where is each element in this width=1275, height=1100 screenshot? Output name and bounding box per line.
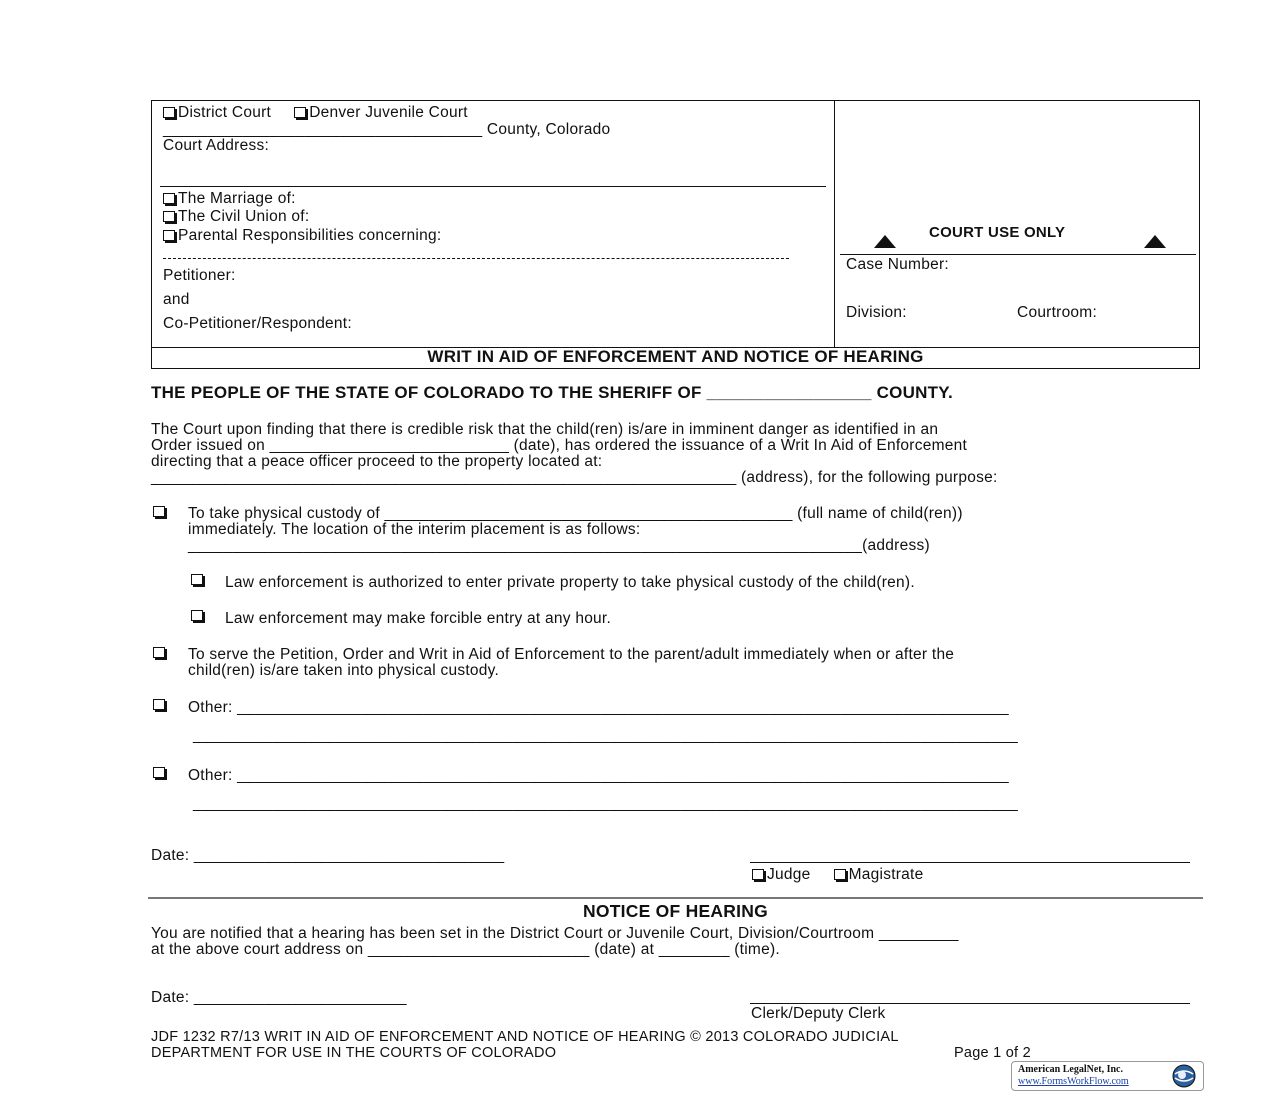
county-line: ____________________________________ County, Colorado: [163, 121, 611, 138]
judge-magistrate-row: [752, 866, 923, 884]
division-label: Division:: [846, 304, 907, 321]
marriage-of-row: [163, 190, 296, 208]
other-1-continuation: _____________________________________________________________________________________________: [193, 727, 1018, 744]
people-heading: THE PEOPLE OF THE STATE OF COLORADO TO THE SHERIFF OF _________________ COUNTY.: [151, 383, 953, 402]
globe-icon: [1170, 1063, 1198, 1089]
clerk-signature-line[interactable]: [750, 1003, 1190, 1004]
custody-line-1: To take physical custody of ______________________________________________ (full name of child(ren)): [188, 505, 963, 522]
case-number-label: Case Number:: [846, 256, 949, 273]
form-title: WRIT IN AID OF ENFORCEMENT AND NOTICE OF HEARING: [427, 347, 924, 366]
parental-resp-checkbox[interactable]: [163, 230, 175, 241]
parental-resp-row: [163, 227, 441, 245]
other-2-continuation: _____________________________________________________________________________________________: [193, 795, 1018, 812]
judge-signature-line[interactable]: [750, 862, 1190, 863]
magistrate-label: Magistrate: [848, 866, 924, 883]
logo-company: American LegalNet, Inc.: [1018, 1064, 1123, 1075]
civil-union-row: [163, 208, 309, 226]
notice-line-1: You are notified that a hearing has been set in the District Court or Juvenile Court, Division/Courtroom _________: [151, 925, 959, 942]
serve-line-1: To serve the Petition, Order and Writ in Aid of Enforcement to the parent/adult immediately when or after the: [188, 646, 955, 663]
up-triangle-icon: [1144, 235, 1166, 248]
serve-checkbox[interactable]: [153, 647, 165, 658]
civil-union-label: The Civil Union of:: [178, 208, 310, 225]
district-court-label: District Court: [178, 104, 272, 121]
petitioner-label: Petitioner:: [163, 267, 236, 284]
american-legalnet-logo[interactable]: [1011, 1061, 1204, 1091]
page-number: Page 1 of 2: [954, 1045, 1031, 1061]
court-address-label: Court Address:: [163, 137, 270, 154]
custody-line-3: ____________________________________________________________________________(address): [188, 537, 930, 554]
intro-line-4: __________________________________________________________________ (address), for the following purpose:: [151, 469, 998, 486]
footer-line-1: JDF 1232 R7/13 WRIT IN AID OF ENFORCEMENT AND NOTICE OF HEARING © 2013 COLORADO JUDICIAL: [151, 1029, 899, 1045]
other-1-checkbox[interactable]: [153, 699, 165, 710]
judge-label: Judge: [767, 866, 811, 883]
marriage-of-checkbox[interactable]: [163, 193, 175, 204]
district-court-checkbox[interactable]: [163, 107, 175, 118]
court-use-rule: [840, 254, 1196, 255]
other-1-line: Other: _______________________________________________________________________________________: [188, 699, 1009, 716]
marriage-of-label: The Marriage of:: [178, 190, 296, 207]
law-enter-checkbox[interactable]: [191, 574, 203, 585]
footer-line-2: DEPARTMENT FOR USE IN THE COURTS OF COLORADO: [151, 1045, 557, 1061]
other-2-line: Other: _______________________________________________________________________________________: [188, 767, 1009, 784]
intro-line-2: Order issued on ___________________________ (date), has ordered the issuance of a Writ In Aid of Enforcement: [151, 437, 968, 454]
intro-line-3: directing that a peace officer proceed to the property located at:: [151, 453, 603, 470]
notice-title: NOTICE OF HEARING: [582, 901, 769, 921]
notice-divider: [148, 897, 1203, 899]
party-name-line[interactable]: [163, 258, 789, 259]
logo-url[interactable]: www.FormsWorkFlow.com: [1018, 1076, 1129, 1087]
address-rule: [160, 186, 826, 187]
parental-resp-label: Parental Responsibilities concerning:: [178, 227, 442, 244]
law-enter-label: Law enforcement is authorized to enter private property to take physical custody of the child(ren).: [225, 574, 915, 591]
serve-line-2: child(ren) is/are taken into physical custody.: [188, 662, 500, 679]
signature-date-line: Date: ___________________________________: [151, 847, 505, 864]
courtroom-label: Courtroom:: [1017, 304, 1098, 321]
custody-line-2: immediately. The location of the interim placement is as follows:: [188, 521, 641, 538]
court-use-only-label: COURT USE ONLY: [929, 224, 1066, 241]
court-type-row: [163, 104, 468, 122]
notice-line-2: at the above court address on _________________________ (date) at ________ (time).: [151, 941, 780, 958]
denver-juvenile-label: Denver Juvenile Court: [309, 104, 468, 121]
intro-line-1: The Court upon finding that there is credible risk that the child(ren) is/are in imminent danger as identified in an: [151, 421, 939, 438]
denver-juvenile-checkbox[interactable]: [294, 107, 306, 118]
law-forcible-label: Law enforcement may make forcible entry at any hour.: [225, 610, 612, 627]
civil-union-checkbox[interactable]: [163, 211, 175, 222]
co-petitioner-label: Co-Petitioner/Respondent:: [163, 315, 352, 332]
magistrate-checkbox[interactable]: [834, 869, 846, 880]
judge-checkbox[interactable]: [752, 869, 764, 880]
notice-date-line: Date: ________________________: [151, 989, 407, 1006]
up-triangle-icon: [874, 235, 896, 248]
caption-divider: [834, 100, 835, 348]
and-label: and: [163, 291, 190, 308]
custody-checkbox[interactable]: [153, 506, 165, 517]
other-2-checkbox[interactable]: [153, 767, 165, 778]
law-forcible-checkbox[interactable]: [191, 610, 203, 621]
clerk-label: Clerk/Deputy Clerk: [751, 1005, 886, 1022]
